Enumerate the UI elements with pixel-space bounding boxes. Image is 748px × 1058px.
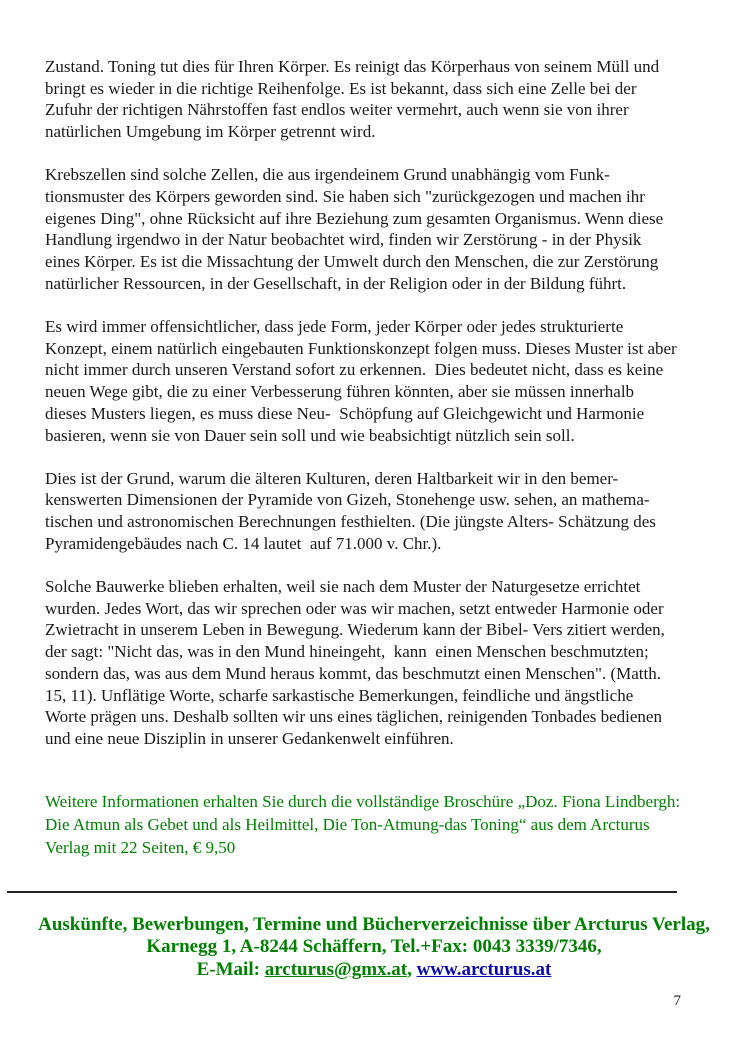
footer-line-2: Karnegg 1, A-8244 Schäffern, Tel.+Fax: 0043 3339/7346, bbox=[146, 936, 602, 958]
text-line: Zustand. Toning tut dies für Ihren Körper. Es reinigt das Körperhaus von seinem Müll und bbox=[45, 57, 660, 76]
text-line: Weitere Informationen erhalten Sie durch die vollständige Broschüre „Doz. Fiona Lindbergh: bbox=[45, 791, 681, 811]
text-line: Worte prägen uns. Deshalb sollten wir uns eines täglichen, reinigenden Tonbades bedienen bbox=[45, 707, 662, 727]
text-line: basieren, wenn sie von Dauer sein soll und wie beabsichtigt nützlich sein soll. bbox=[45, 425, 575, 445]
text-line: 15, 11). Unflätige Worte, scharfe sarkastische Bemerkungen, feindliche und ängstliche bbox=[45, 685, 634, 705]
text-line: Solche Bauwerke blieben erhalten, weil sie nach dem Muster der Naturgesetze errichtet bbox=[45, 577, 641, 597]
text-line: Es wird immer offensichtlicher, dass jede Form, jeder Körper oder jedes strukturierte bbox=[45, 317, 624, 337]
body-paragraph-4 bbox=[45, 468, 710, 555]
website-link[interactable]: www.arcturus.at bbox=[416, 958, 552, 980]
footer-contact-block bbox=[0, 914, 748, 982]
text-line: wurden. Jedes Wort, das wir sprechen oder was wir machen, setzt entweder Harmonie oder bbox=[45, 598, 664, 618]
text-line: eines Körper. Es ist die Missachtung der Umwelt durch den Menschen, die zur Zerstörung bbox=[45, 252, 659, 272]
text-line: dieses Musters liegen, es muss diese Neu- Schöpfung auf Gleichgewicht und Harmonie bbox=[45, 403, 645, 423]
body-paragraph-5 bbox=[45, 576, 710, 750]
text-line: neuen Wege gibt, die zu einer Verbesserung führen könnten, aber sie müssen innerhalb bbox=[45, 382, 635, 402]
footer-divider bbox=[7, 891, 677, 893]
text-line: natürlichen Umgebung im Körper getrennt wird. bbox=[45, 122, 376, 142]
footer-separator: , bbox=[407, 958, 417, 980]
text-line: sondern das, was aus dem Mund heraus kommt, das beschmutzt einen Menschen". (Matth. bbox=[45, 663, 661, 683]
text-line: Konzept, einem natürlich eingebauten Funktionskonzept folgen muss. Dieses Muster ist aber bbox=[45, 338, 677, 358]
email-link[interactable]: arcturus@gmx.at bbox=[264, 958, 408, 980]
text-line: nicht immer durch unseren Verstand sofort zu erkennen. Dies bedeutet nicht, dass es keine bbox=[45, 360, 664, 380]
text-line: Zufuhr der richtigen Nährstoffen fast endlos weiter vermehrt, auch wenn sie von ihrer bbox=[45, 100, 629, 120]
text-line: Handlung irgendwo in der Natur beobachtet wird, finden wir Zerstörung - in der Physik bbox=[45, 230, 642, 250]
body-paragraph-1 bbox=[45, 56, 710, 143]
text-line: kenswerten Dimensionen der Pyramide von Gizeh, Stonehenge usw. sehen, an mathema- bbox=[45, 490, 650, 510]
text-line: Die Atmun als Gebet und als Heilmittel, Die Ton-Atmung-das Toning“ aus dem Arcturus bbox=[45, 814, 650, 834]
text-line: Krebszellen sind solche Zellen, die aus irgendeinem Grund unabhängig vom Funk- bbox=[45, 165, 610, 185]
text-line: Zwietracht in unserem Leben in Bewegung. Wiederum kann der Bibel- Vers zitiert werden, bbox=[45, 620, 665, 640]
text-line: und eine neue Disziplin in unserer Gedankenwelt einführen. bbox=[45, 728, 454, 748]
text-line: tionsmuster des Körpers geworden sind. Sie haben sich "zurückgezogen und machen ihr bbox=[45, 187, 645, 207]
footer-line-1: Auskünfte, Bewerbungen, Termine und Bücherverzeichnisse über Arcturus Verlag, bbox=[38, 913, 710, 935]
info-note bbox=[45, 790, 710, 860]
email-label: E-Mail: bbox=[196, 958, 265, 980]
text-line: natürlicher Ressourcen, in der Gesellschaft, in der Religion oder in der Bildung führt. bbox=[45, 273, 627, 293]
footer-line-3 bbox=[0, 959, 748, 982]
body-paragraph-2 bbox=[45, 164, 710, 294]
body-paragraph-3 bbox=[45, 316, 710, 446]
text-line: eigenes Ding", ohne Rücksicht auf ihre Beziehung zum gesamten Organismus. Wenn diese bbox=[45, 208, 664, 228]
page-number: 7 bbox=[673, 993, 681, 1009]
text-line: Pyramidengebäudes nach C. 14 lautet auf 71.000 v. Chr.). bbox=[45, 533, 442, 553]
text-line: tischen und astronomischen Berechnungen festhielten. (Die jüngste Alters- Schätzung des bbox=[45, 512, 656, 532]
text-line: bringt es wieder in die richtige Reihenfolge. Es ist bekannt, dass sich eine Zelle bei der bbox=[45, 78, 637, 98]
text-line: Verlag mit 22 Seiten, € 9,50 bbox=[45, 838, 236, 858]
text-line: der sagt: "Nicht das, was in den Mund hineingeht, kann einen Menschen beschmutzten; bbox=[45, 642, 649, 662]
text-line: Dies ist der Grund, warum die älteren Kulturen, deren Haltbarkeit wir in den bemer- bbox=[45, 468, 619, 488]
